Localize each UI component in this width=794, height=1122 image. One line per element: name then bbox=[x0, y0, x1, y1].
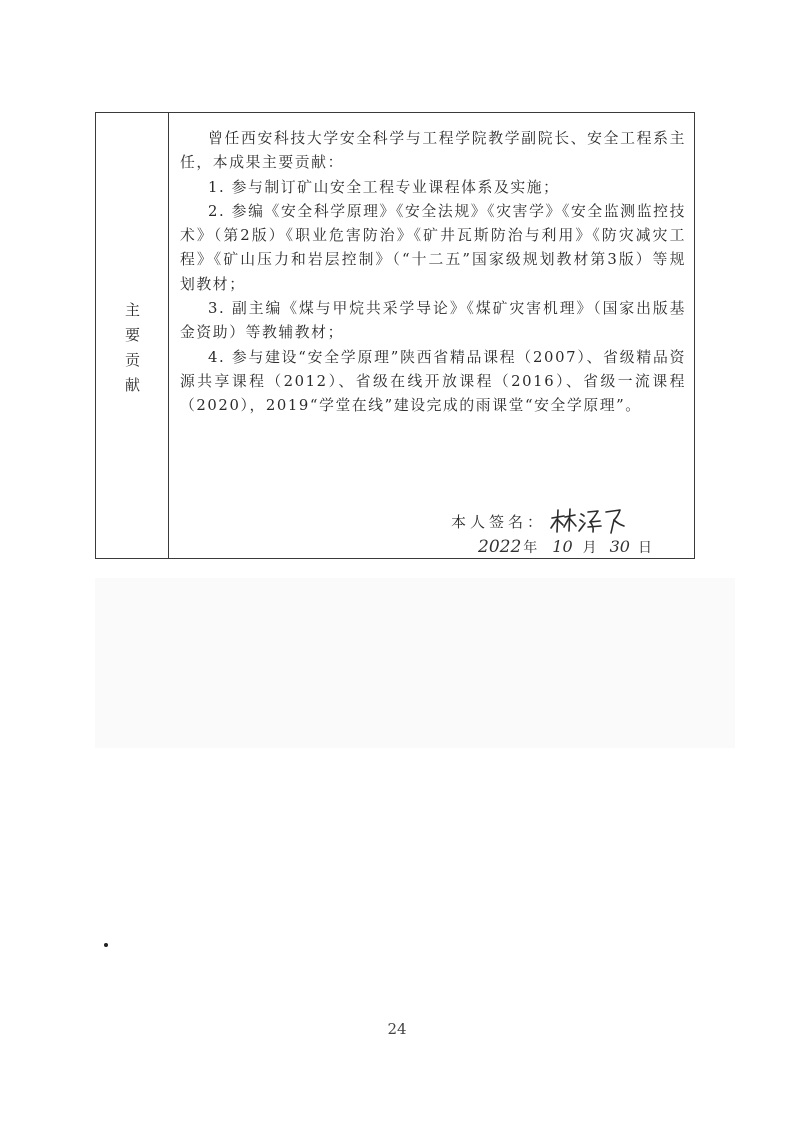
date-year: 2022 bbox=[478, 537, 522, 557]
paragraph-item-1: 1. 参与制订矿山安全工程专业课程体系及实施； bbox=[208, 178, 560, 196]
paragraph-item-4: 4. 参与建设“安全学原理”陕西省精品课程（2007）、省级精品资源共享课程（2012）、省级在线开放课程（2016）、省级一流课程（2020），2019“学堂在线”建设完成的雨课堂“安全学原理”。 bbox=[180, 348, 686, 415]
signature-label: 本人签名： bbox=[451, 512, 547, 531]
stray-mark bbox=[104, 943, 108, 947]
date-month: 10 bbox=[552, 537, 573, 556]
section-label-char: 献 bbox=[124, 376, 140, 394]
handwritten-signature bbox=[548, 506, 626, 536]
contribution-content bbox=[180, 127, 686, 419]
date-day-unit: 日 bbox=[637, 540, 655, 556]
page-number: 24 bbox=[387, 1020, 407, 1038]
date-month-unit: 月 bbox=[582, 540, 600, 556]
section-label-char: 要 bbox=[124, 326, 140, 344]
scan-shadow bbox=[95, 578, 735, 748]
section-label bbox=[96, 298, 169, 398]
paragraph-intro: 曾任西安科技大学安全科学与工程学院教学副院长、安全工程系主任，本成果主要贡献： bbox=[180, 130, 686, 172]
paragraph-item-2: 2. 参编《安全科学原理》《安全法规》《灾害学》《安全监测监控技术》（第2版）《职业危害防治》《矿井瓦斯防治与利用》《防灾减灾工程》《矿山压力和岩层控制》（“十二五”国家级规划教材第3版）等规划教材； bbox=[180, 202, 686, 293]
paragraph-item-3: 3. 副主编《煤与甲烷共采学导论》《煤矿灾害机理》（国家出版基金资助）等教辅教材； bbox=[180, 300, 686, 342]
label-column bbox=[96, 113, 169, 558]
signature-row bbox=[451, 506, 626, 536]
section-label-char: 主 bbox=[124, 301, 140, 319]
contribution-table bbox=[95, 112, 695, 559]
section-label-char: 贡 bbox=[124, 351, 140, 369]
date-row bbox=[478, 537, 655, 563]
date-day: 30 bbox=[609, 537, 630, 556]
date-year-unit: 年 bbox=[523, 540, 541, 556]
